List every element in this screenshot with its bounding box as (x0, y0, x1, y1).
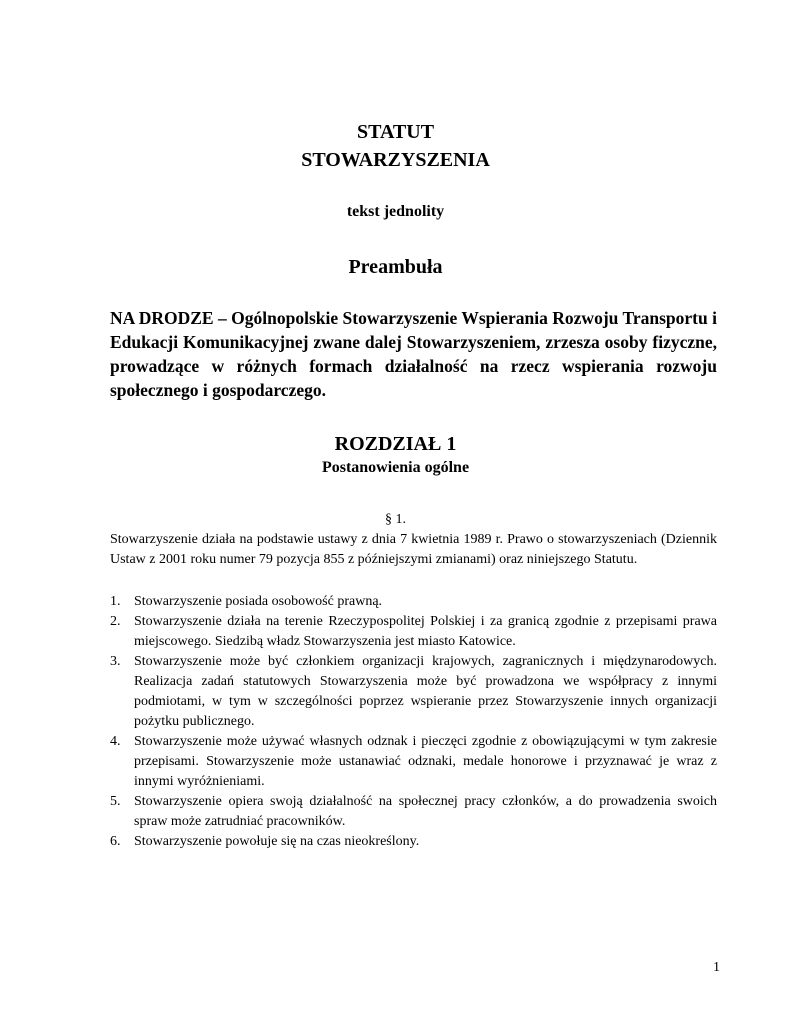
document-subtitle: tekst jednolity (346, 203, 445, 220)
preamble-heading: Preambuła (348, 256, 443, 278)
list-item (110, 732, 717, 792)
page-number: 1 (713, 960, 720, 975)
list-item-number: 3. (110, 654, 121, 669)
list-item-text: Stowarzyszenie opiera swoją działalność na społecznej pracy członków, a do prowadzenia swoich spraw może zatrudniać pracowników. (134, 794, 717, 829)
provisions-list (110, 592, 717, 852)
section-mark: § 1. (385, 512, 406, 527)
title-line-2: STOWARZYSZENIA (301, 149, 490, 171)
list-item-number: 2. (110, 614, 121, 629)
chapter-subheading: Postanowienia ogólne (321, 459, 470, 476)
title-line-1: STATUT (356, 121, 435, 143)
list-item-text: Stowarzyszenie może być członkiem organizacji krajowych, zagranicznych i międzynarodowych. Realizacja zadań statutowych Stowarzyszenia może być prowadzona we współpracy z innymi podmiotami, w tym w szczególności poprzez wspieranie przez Stowarzyszenie innych organizacji pożytku publicznego. (134, 654, 717, 729)
list-item-number: 1. (110, 594, 121, 609)
list-item-text: Stowarzyszenie powołuje się na czas nieokreślony. (134, 834, 420, 849)
list-item (110, 792, 717, 832)
list-item (110, 592, 717, 612)
preamble-text: NA DRODZE – Ogólnopolskie Stowarzyszenie Wspierania Rozwoju Transportu i Edukacji Komunikacyjnej zwane dalej Stowarzyszeniem, zrzesza osoby fizyczne, prowadzące w różnych formach działalność na rzecz wspierania rozwoju społecznego i gospodarczego. (110, 308, 717, 400)
list-item-text: Stowarzyszenie posiada osobowość prawną. (134, 594, 383, 609)
list-item (110, 652, 717, 732)
list-item-number: 4. (110, 734, 121, 749)
section-intro: Stowarzyszenie działa na podstawie ustawy z dnia 7 kwietnia 1989 r. Prawo o stowarzyszeniach (Dziennik Ustaw z 2001 roku numer 79 pozycja 855 z późniejszymi zmianami) oraz niniejszego Statutu. (110, 532, 717, 567)
list-item-number: 6. (110, 834, 121, 849)
list-item-text: Stowarzyszenie może używać własnych odznak i pieczęci zgodnie z obowiązującymi w tym zakresie przepisami. Stowarzyszenie może ustanawiać odznaki, medale honorowe i przyznawać je wraz z innymi wyróżnieniami. (134, 734, 717, 789)
list-item-number: 5. (110, 794, 121, 809)
document-title (0, 118, 791, 174)
list-item-text: Stowarzyszenie działa na terenie Rzeczypospolitej Polskiej i za granicą zgodnie z przepisami prawa miejscowego. Siedzibą władz Stowarzyszenia jest miasto Katowice. (134, 614, 717, 649)
list-item (110, 832, 717, 852)
chapter-heading: ROZDZIAŁ 1 (334, 433, 457, 455)
list-item (110, 612, 717, 652)
